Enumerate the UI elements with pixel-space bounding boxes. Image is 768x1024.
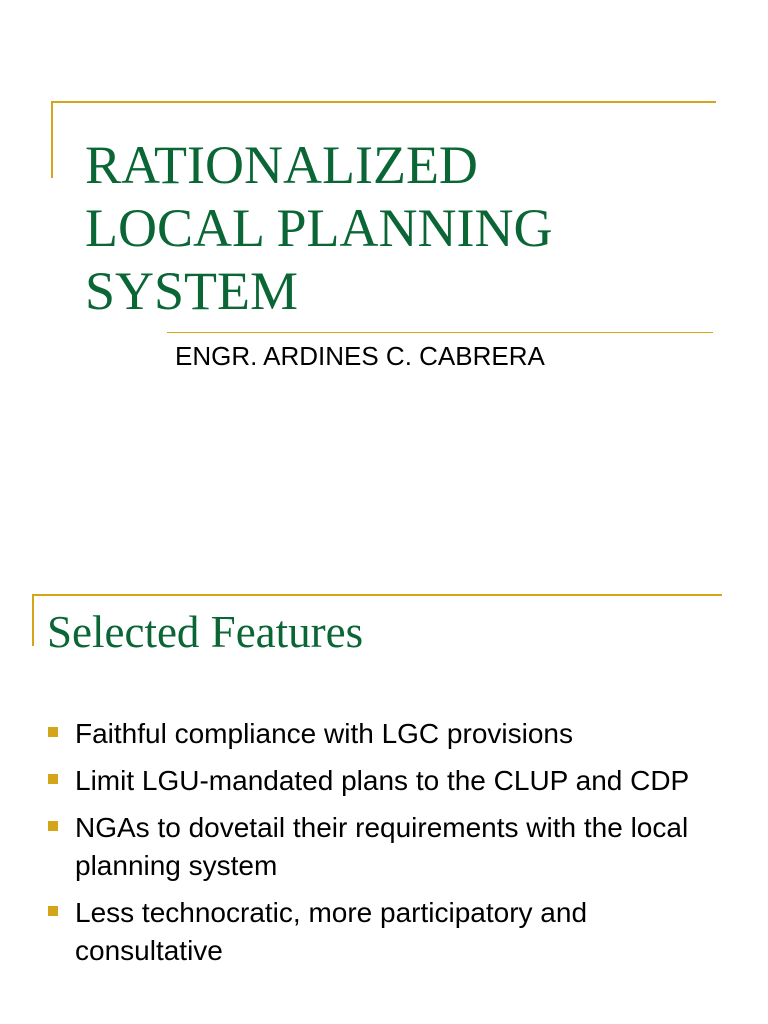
title-line: SYSTEM — [85, 261, 299, 321]
list-item — [47, 809, 727, 885]
list-item-text: NGAs to dovetail their requirements with the local planning system — [75, 812, 689, 881]
features-top-rule — [32, 594, 722, 596]
list-item-text: Faithful compliance with LGC provisions — [75, 718, 573, 749]
title-line: RATIONALIZED — [85, 135, 478, 195]
title-line: LOCAL PLANNING — [85, 198, 553, 258]
square-bullet-icon — [48, 774, 58, 784]
square-bullet-icon — [48, 727, 58, 737]
title-left-rule — [51, 101, 53, 178]
list-item — [47, 762, 727, 800]
list-item-text: Less technocratic, more participatory and consultative — [75, 897, 588, 966]
list-item — [47, 894, 727, 970]
features-slide — [0, 576, 768, 1024]
subtitle-divider-rule — [167, 332, 713, 333]
features-left-rule — [32, 594, 34, 646]
title-top-rule — [51, 101, 716, 103]
feature-list — [47, 715, 727, 979]
slide-title — [85, 134, 705, 323]
square-bullet-icon — [48, 821, 58, 831]
square-bullet-icon — [48, 906, 58, 916]
presenter-name: ENGR. ARDINES C. CABRERA — [175, 341, 545, 371]
slide-heading: Selected Features — [47, 607, 364, 657]
list-item — [47, 715, 727, 753]
list-item-text: Limit LGU-mandated plans to the CLUP and CDP — [75, 765, 690, 796]
